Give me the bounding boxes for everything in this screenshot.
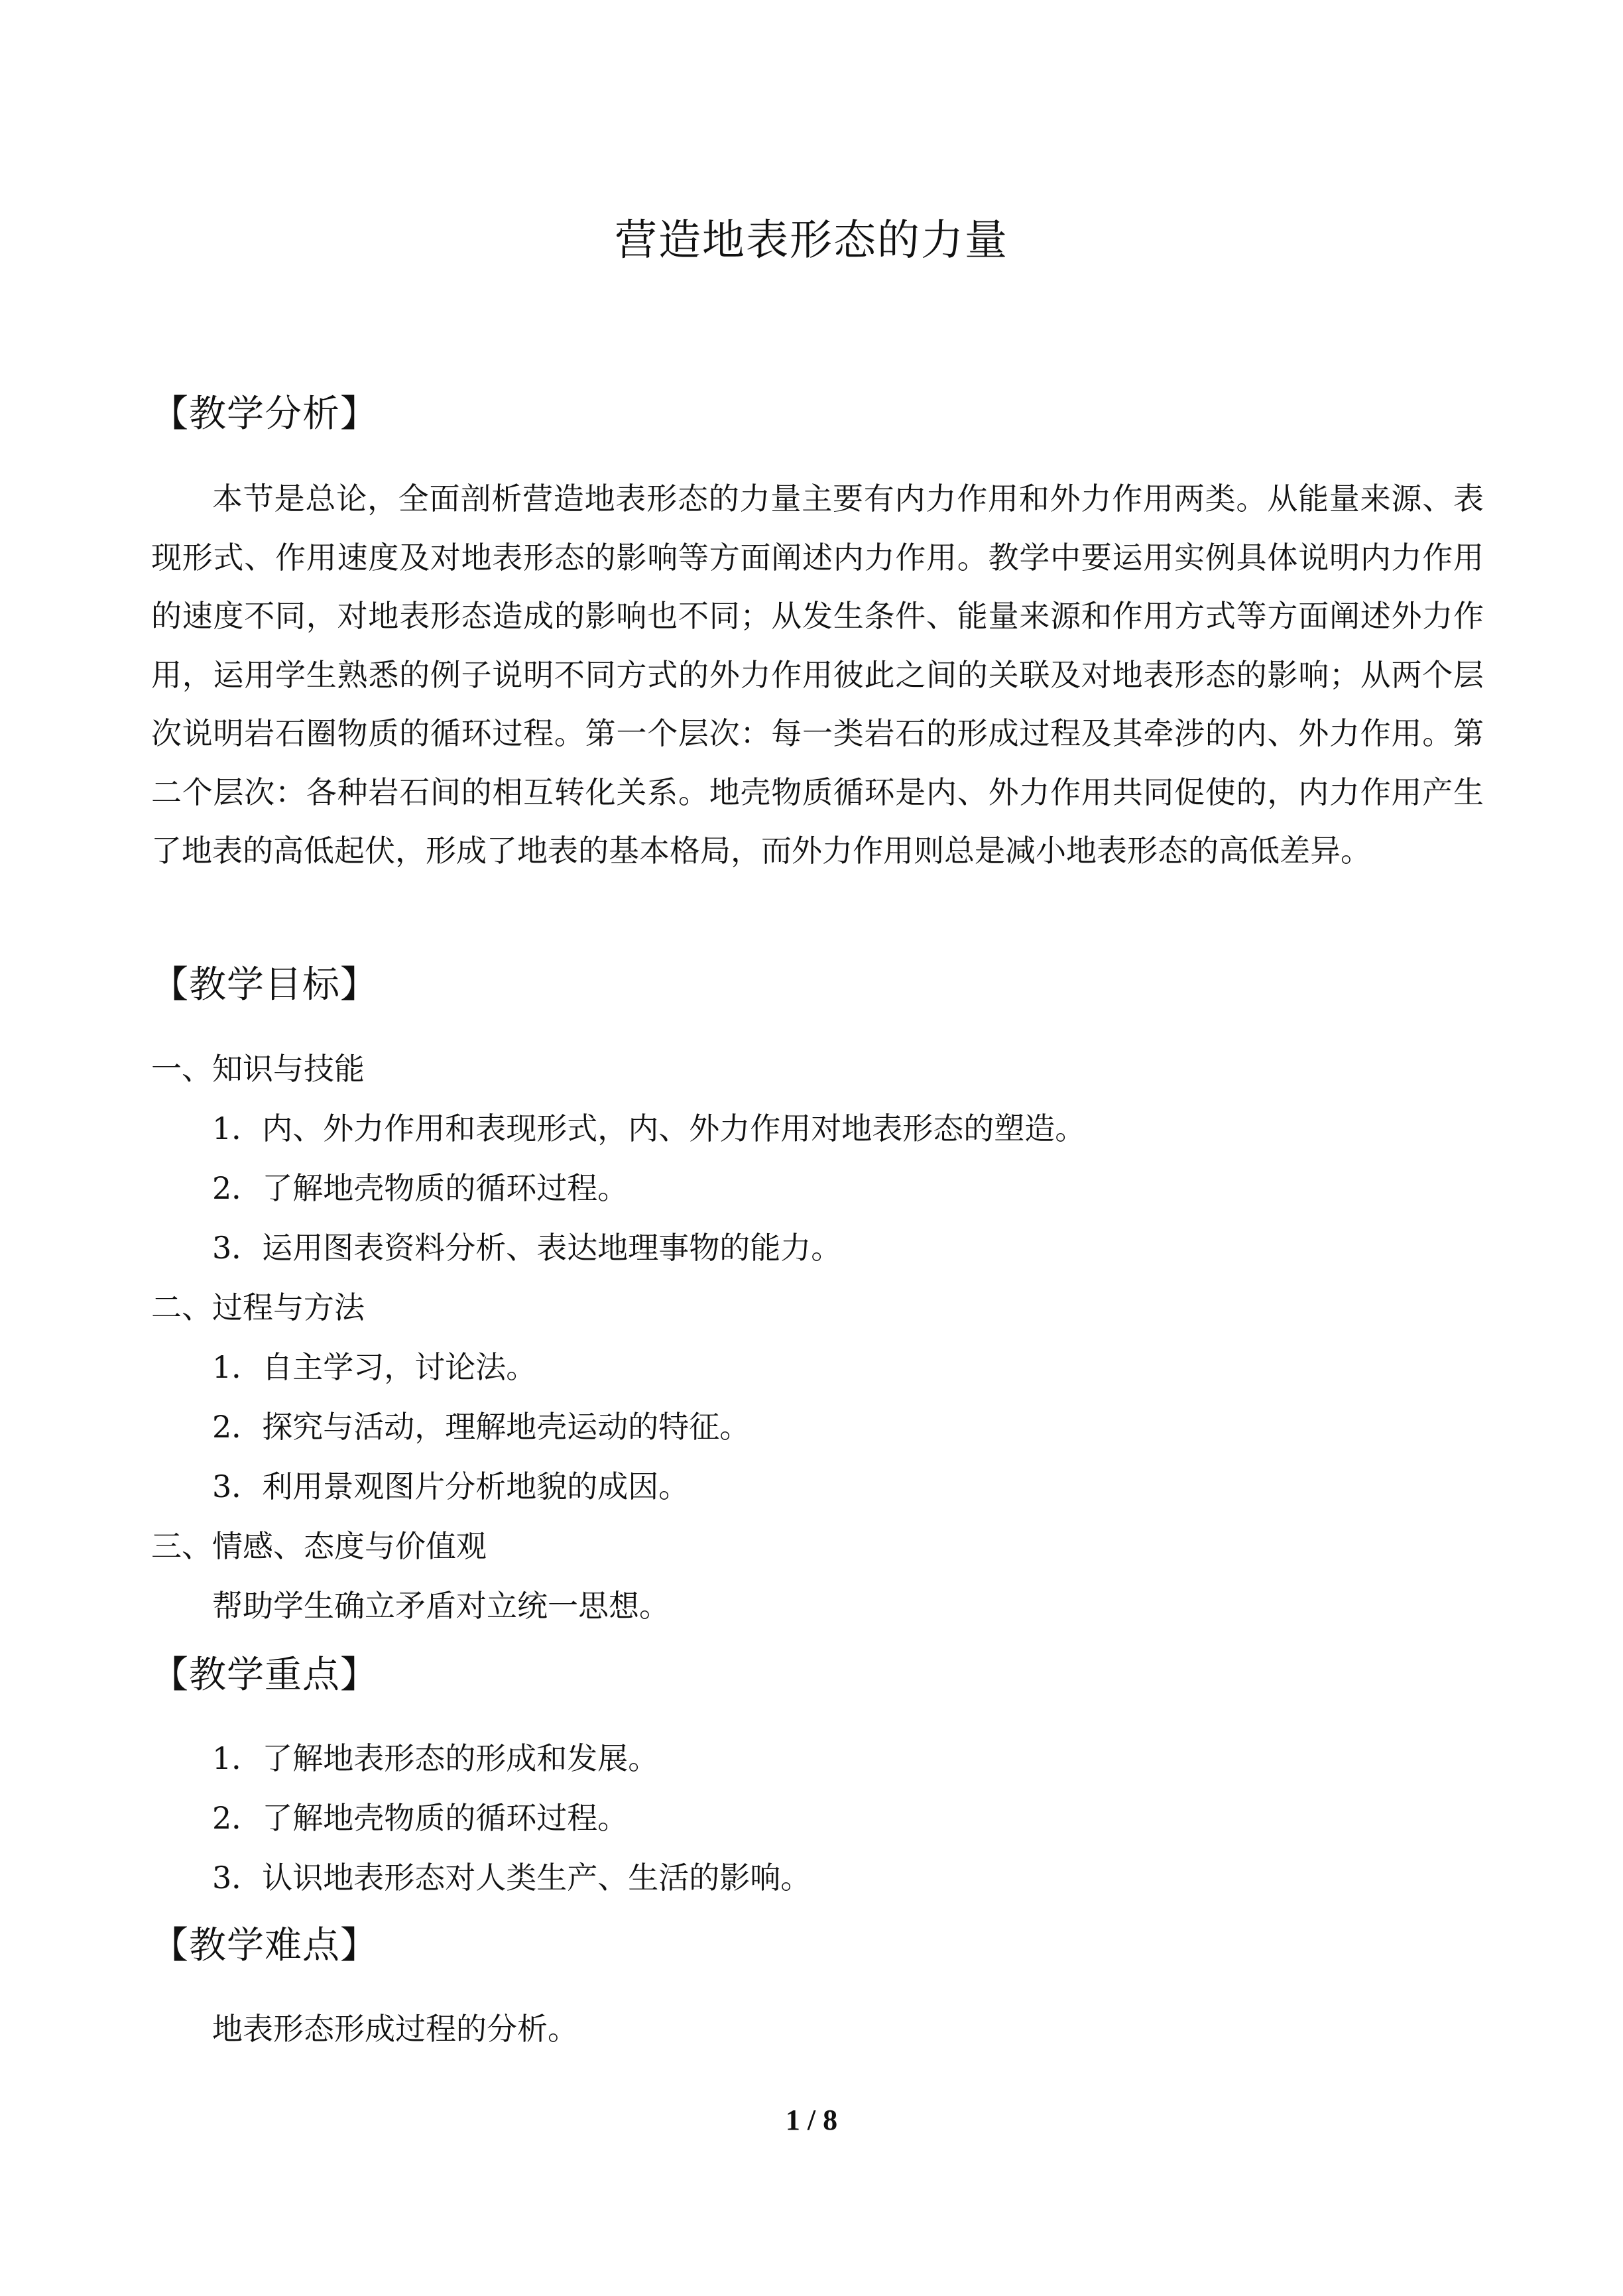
goals-attitude-text: 帮助学生确立矛盾对立统一思想。 bbox=[212, 1588, 670, 1624]
difficulties-text: 地表形态形成过程的分析。 bbox=[212, 2011, 578, 2047]
section-heading-key-points: 【教学重点】 bbox=[151, 1654, 378, 1697]
list-item: 1．自主学习，讨论法。 bbox=[212, 1349, 537, 1385]
list-item: 3．认识地表形态对人类生产、生活的影响。 bbox=[212, 1860, 812, 1896]
goals-process-label: 二、过程与方法 bbox=[151, 1290, 365, 1325]
analysis-paragraph: 本节是总论，全面剖析营造地表形态的力量主要有内力作用和外力作用两类。从能量来源、表现形式、作用速度及对地表形态的影响等方面阐述内力作用。教学中要运用实例具体说明内力作用的速度不同，对地表形态造成的影响也不同；从发生条件、能量来源和作用方式等方面阐述外力作用，运用学生熟悉的例子说明不同方式的外力作用彼此之间的关联及对地表形态的影响；从两个层次说明岩石圈物质的循环过程。第一个层次：每一类岩石的形成过程及其牵涉的内、外力作用。第二个层次：各种岩石间的相互转化关系。地壳物质循环是内、外力作用共同促使的，内力作用产生了地表的高低起伏，形成了地表的基本格局，而外力作用则总是减小地表形态的高低差异。 bbox=[151, 481, 1484, 869]
goals-knowledge-label: 一、知识与技能 bbox=[151, 1051, 365, 1087]
list-item: 1．内、外力作用和表现形式，内、外力作用对地表形态的塑造。 bbox=[212, 1111, 1086, 1146]
section-heading-analysis: 【教学分析】 bbox=[151, 393, 378, 436]
page-title: 营造地表形态的力量 bbox=[615, 216, 1008, 265]
list-item: 3．利用景观图片分析地貌的成因。 bbox=[212, 1469, 690, 1504]
list-item: 2．了解地壳物质的循环过程。 bbox=[212, 1170, 629, 1206]
list-item: 2．探究与活动，理解地壳运动的特征。 bbox=[212, 1409, 751, 1445]
list-item: 3．运用图表资料分析、表达地理事物的能力。 bbox=[212, 1230, 842, 1266]
goals-attitude-label: 三、情感、态度与价值观 bbox=[151, 1528, 487, 1564]
section-heading-difficulties: 【教学难点】 bbox=[151, 1924, 378, 1967]
list-item: 1．了解地表形态的形成和发展。 bbox=[212, 1740, 659, 1776]
page-number: 1 / 8 bbox=[785, 2104, 838, 2136]
list-item: 2．了解地壳物质的循环过程。 bbox=[212, 1800, 629, 1836]
section-heading-goals: 【教学目标】 bbox=[151, 963, 378, 1006]
